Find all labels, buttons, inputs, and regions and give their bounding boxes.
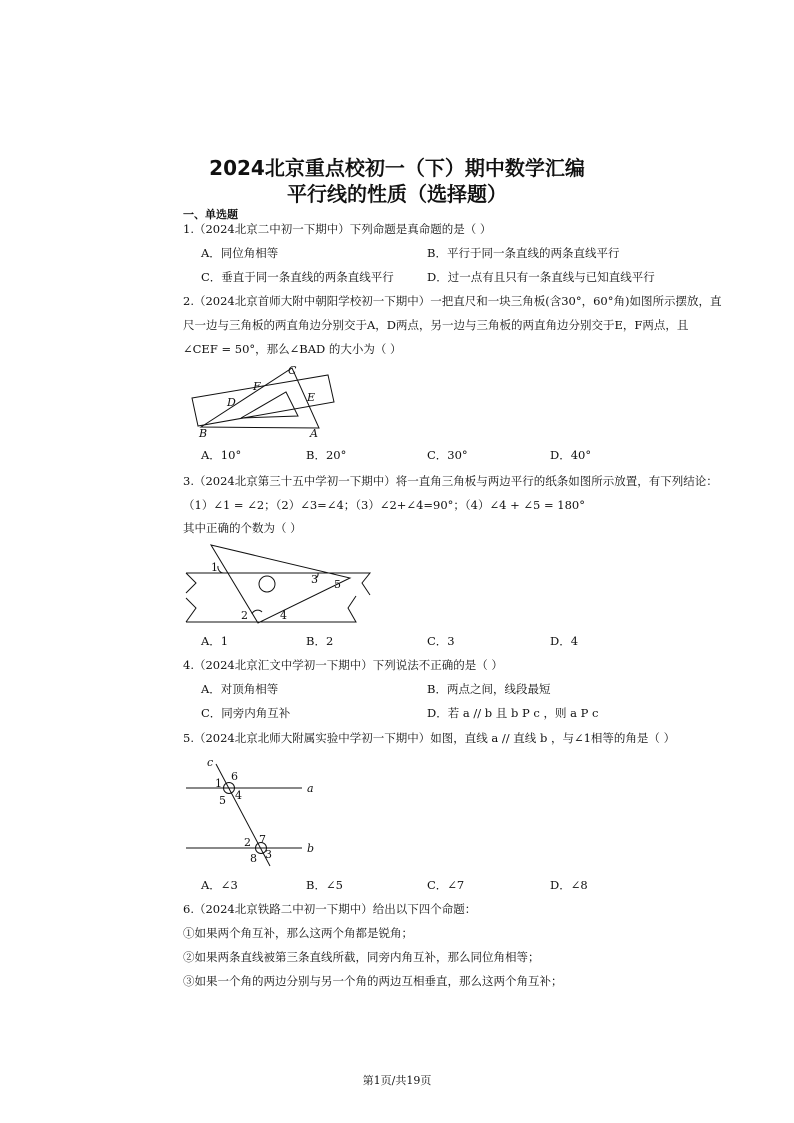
question-3-option-b: B．2 (306, 634, 334, 648)
question-1-option-d: D．过一点有且只有一条直线与已知直线平行 (427, 270, 655, 284)
question-3-line-1: 3.（2024北京第三十五中学初一下期中）将一直角三角板与两边平行的纸条如图所示放置，有下列结论： (183, 474, 718, 488)
question-4-option-b: B．两点之间，线段最短 (427, 682, 551, 696)
question-4-stem: 4.（2024北京汇文中学初一下期中）下列说法不正确的是（ ） (183, 658, 503, 672)
question-6-proposition-3: ③如果一个角的两边分别与另一个角的两边互相垂直，那么这两个角互补； (183, 974, 563, 988)
question-2-option-d: D．40° (550, 448, 592, 462)
q3-label-1: 1 (211, 561, 218, 574)
question-1-option-c: C．垂直于同一条直线的两条直线平行 (201, 270, 394, 284)
question-2-option-c: C．30° (427, 448, 468, 462)
q5-label-2: 2 (244, 836, 251, 849)
document-title: 2024北京重点校初一（下）期中数学汇编 (209, 156, 585, 180)
q2-label-c: C (288, 364, 297, 377)
q3-label-2: 2 (241, 609, 248, 622)
q5-label-1: 1 (215, 777, 222, 790)
q5-label-a: a (307, 782, 314, 795)
q2-label-a: A (310, 427, 318, 440)
question-5-option-b: B．∠5 (306, 878, 343, 892)
question-6-proposition-1: ①如果两个角互补，那么这两个角都是锐角； (183, 926, 413, 940)
q3-label-3: 3 (311, 573, 318, 586)
question-3-option-c: C．3 (427, 634, 455, 648)
question-4-option-a: A．对顶角相等 (201, 682, 279, 696)
question-5-option-c: C．∠7 (427, 878, 465, 892)
question-5-option-a: A．∠3 (201, 878, 238, 892)
section-heading: 一、单选题 (183, 208, 238, 221)
q5-label-3: 3 (265, 848, 272, 861)
question-5-stem: 5.（2024北京北师大附属实验中学初一下期中）如图，直线 a // 直线 b ，与∠1相等的角是（ ） (183, 731, 676, 745)
question-3-line-2: （1）∠1 = ∠2；（2）∠3=∠4；（3）∠2+∠4=90°；（4）∠4 + ∠5 = 180° (183, 498, 585, 512)
page-number: 第1页/共19页 (362, 1074, 432, 1087)
q5-label-b: b (307, 842, 315, 855)
q5-label-7: 7 (259, 833, 266, 846)
question-4-option-c: C．同旁内角互补 (201, 706, 291, 720)
q5-label-5: 5 (219, 794, 226, 807)
question-2-line-3: ∠CEF = 50°，那么∠BAD 的大小为（ ） (183, 342, 402, 356)
question-6-proposition-2: ②如果两条直线被第三条直线所截，同旁内角互补，那么同位角相等； (183, 950, 540, 964)
q2-label-d: D (227, 396, 236, 409)
question-5-option-d: D．∠8 (550, 878, 588, 892)
question-3-option-d: D．4 (550, 634, 579, 648)
q2-label-b: B (199, 427, 208, 440)
question-1-option-a: A．同位角相等 (201, 246, 279, 260)
question-4-option-d: D．若 a // b 且 b P c ，则 a P c (427, 706, 599, 720)
q5-label-8: 8 (250, 852, 257, 865)
question-2-line-2: 尺一边与三角板的两直角边分别交于A，D两点，另一边与三角板的两直角边分别交于E，F两点，且 (183, 318, 689, 332)
question-2-option-b: B．20° (306, 448, 347, 462)
question-2-line-1: 2.（2024北京首师大附中朝阳学校初一下期中）一把直尺和一块三角板(含30°，60°角)如图所示摆放，直 (183, 294, 722, 308)
document-subtitle: 平行线的性质（选择题） (287, 182, 507, 206)
q2-label-f: F (253, 380, 261, 393)
question-1-option-b: B．平行于同一条直线的两条直线平行 (427, 246, 620, 260)
q2-label-e: E (307, 391, 316, 404)
q5-label-6: 6 (231, 770, 238, 783)
question-1-stem: 1.（2024北京二中初一下期中）下列命题是真命题的是（ ） (183, 222, 492, 236)
q3-label-4: 4 (280, 609, 287, 622)
question-2-option-a: A．10° (201, 448, 242, 462)
q3-label-5: 5 (334, 578, 341, 591)
question-3-line-3: 其中正确的个数为（ ） (183, 521, 302, 535)
question-6-stem: 6.（2024北京铁路二中初一下期中）给出以下四个命题： (183, 902, 477, 916)
q5-label-c: c (207, 756, 214, 769)
q5-label-4: 4 (235, 789, 242, 802)
question-3-option-a: A．1 (201, 634, 229, 648)
